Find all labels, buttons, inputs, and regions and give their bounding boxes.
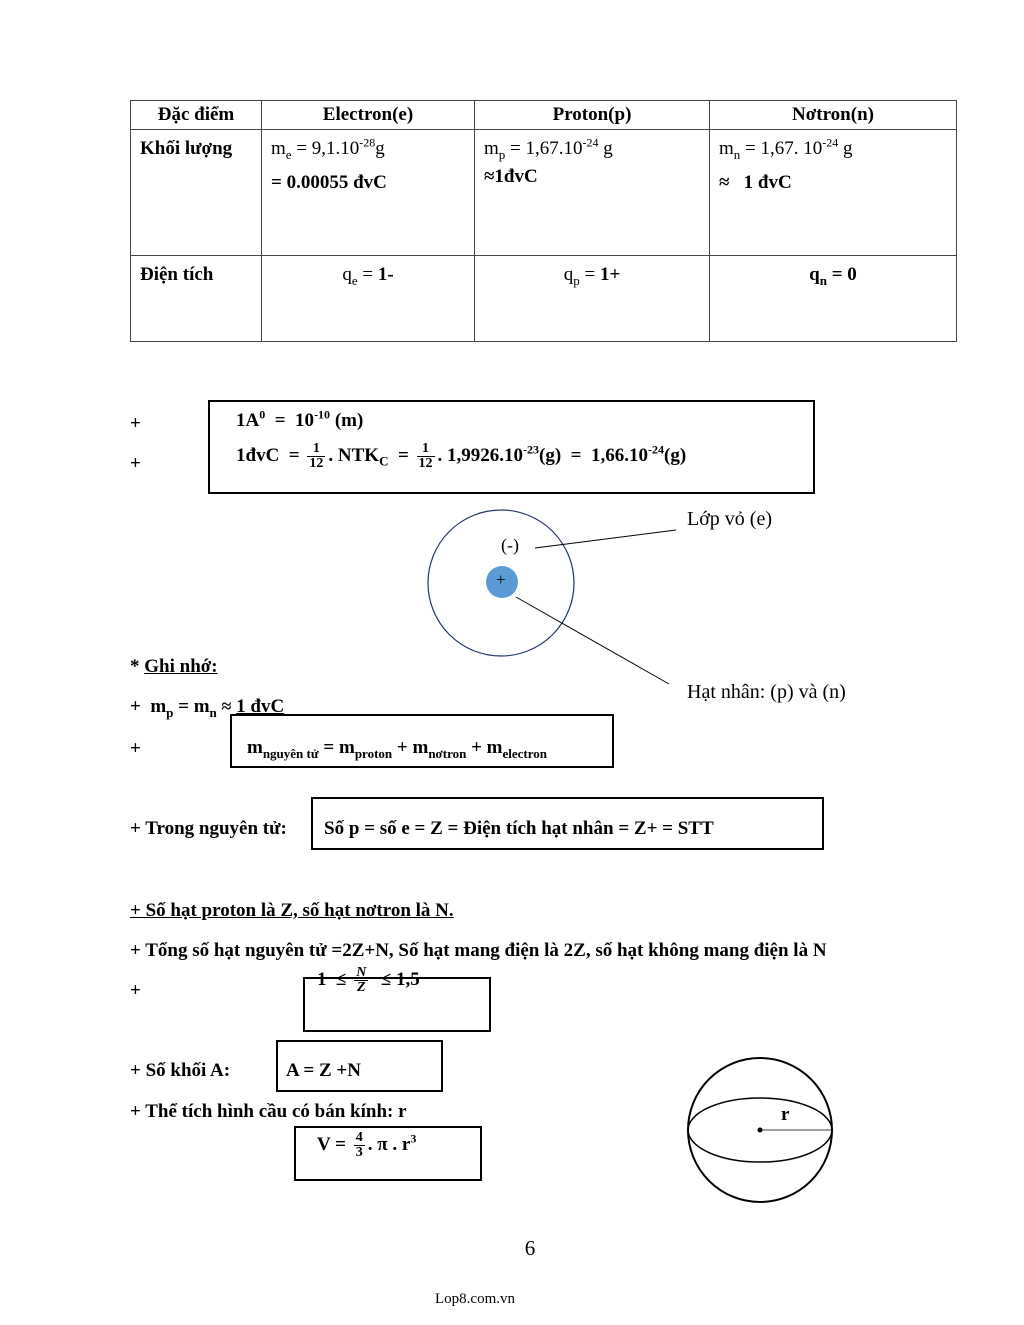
total-particles-note: + Tổng số hạt nguyên tử =2Z+N, Số hạt mang điện là 2Z, số hạt không mang điện là N [130,940,827,961]
ratio-formula: 1 ≤ $\frac{N}{Z}$ ≤ 1,5 [317,965,420,995]
volume-line: + Thể tích hình cầu có bán kính: r [130,1101,407,1122]
fraction-one-twelfth: $\frac{1}{12}$ [418,441,433,471]
header-proton: Proton(p) [475,101,710,130]
angstrom-formula: $1A^0 = 10^{-10}$ (m) [236,407,364,431]
electron-charge: $q_e = 1-$ [262,256,475,342]
neutron-mass-dvc: ≈ 1 đvC [719,172,792,193]
mass-number-prefix: + Số khối A: [130,1060,231,1081]
bullet-plus: + [130,738,141,759]
nucleus-label: Hạt nhân: (p) và (n) [687,681,846,703]
atom-mass-formula: $m_{nguyên tử} = m_{proton} + m_{nơtron} + m_{electron}$ [247,737,548,761]
header-neutron: Nơtron(n) [710,101,957,130]
electron-mass-value: $m_e = 9,1.10^{-28}g$ [271,135,385,162]
mass-equal-note: + $m_p = m_n \approx 1$ đvC [130,696,285,720]
shell-pointer-line [535,530,676,548]
dvc-formula: 1đvC = $\frac{1}{12}$ . $NTK_C$ = $\frac{1}{12}$ . $1,9926.10^{-23}(g) = 1,66.10^{-24}(g)$ [236,441,687,471]
fraction-one-twelfth: $\frac{1}{12}$ [309,441,324,471]
mass-number-formula: A = Z +N [286,1060,361,1081]
proton-charge: $q_p = 1+$ [475,256,710,342]
in-atom-prefix: + Trong nguyên tử: [130,818,287,839]
proton-mass-value: $m_p = 1,67.10^{-24}$ g [484,135,613,162]
neutron-mass-value: $m_n = 1,67$. $10^{-24}$ g [719,135,853,162]
site-footer: Lop8.com.vn [435,1291,515,1307]
notes-heading: * Ghi nhớ: [130,656,218,677]
page-number: 6 [524,1236,536,1260]
electron-mass-dvc: = 0.00055 đvC [271,172,387,193]
nucleus-sign: + [496,570,506,589]
nucleus-pointer-line [516,597,669,684]
sphere-diagram [680,1050,850,1220]
header-electron: Electron(e) [262,101,475,130]
neutron-charge: $q_n = 0$ [710,256,957,342]
bullet-plus: + [130,980,141,1001]
shell-label: Lớp vỏ (e) [687,508,772,530]
in-atom-formula: Số p = số e = Z = Điện tích hạt nhân = Z+ = STT [324,818,714,839]
bullet-plus: + [130,413,141,434]
header-feature: Đặc điểm [131,101,262,130]
particle-count-note: + Số hạt proton là Z, số hạt nơtron là N. [130,900,454,921]
bullet-plus: + [130,453,141,474]
electron-sign: (-) [501,535,519,555]
volume-formula: V = $\frac{4}{3}$ . π . $r^3$ [317,1130,417,1160]
mass-row-label: Khối lượng [131,130,262,256]
sphere-radius-label: r [781,1104,790,1125]
charge-row-label: Điện tích [131,256,262,342]
fraction-four-thirds: $\frac{4}{3}$ [355,1130,363,1160]
proton-mass-dvc: ≈1đvC [484,166,538,187]
fraction-n-over-z: $\frac{N}{Z}$ [356,965,367,995]
